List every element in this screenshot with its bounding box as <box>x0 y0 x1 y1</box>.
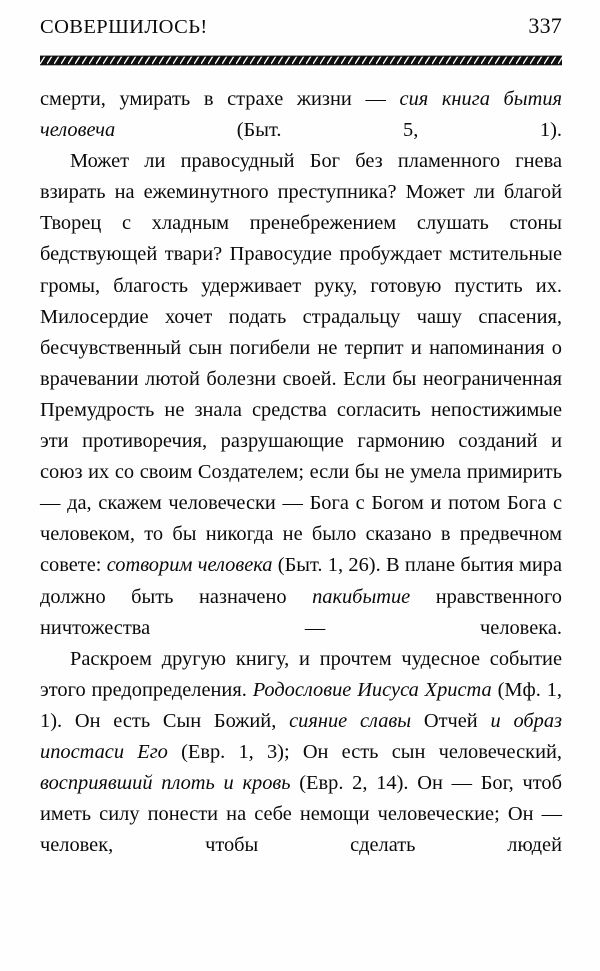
braided-rope-icon <box>40 55 562 66</box>
text-run: (Евр. 1, 3); Он есть сын человеческий, <box>167 740 562 763</box>
text-run: (Быт. 1, 26). В плане бытия мира должно быть назначено <box>40 554 563 608</box>
text-run: Может ли правосудный Бог без пламенного гнева взирать на ежеминутного преступника? Может ли благой Творец с хладным пренебрежением слушать стоны бедствующей твари? Правосудие пробуждает мстительные громы, благость удерживает руку, готовую пустить их. Милосердие хочет подать страдальцу чашу спасения, бесчувственный сын погибели не терпит и напоминания о врачевании лютой болезни своей. Если бы неограниченная Премудрость не знала средства согласить непостижимые эти противоречия, разрушающие гармонию созданий и союз их со своим Создателем; если бы не умела примирить — да, скажем человечески — Бога с Богом и потом Бога с человеком, то бы никогда не было сказано в предвечном совете: <box>40 150 562 577</box>
text-run: (Евр. 2, 14). Он — Бог, чтоб иметь силу понести на себе немощи человеческие; Он — человек, чтобы сделать людей <box>40 772 562 857</box>
text-run-italic: пакибытие <box>312 585 411 608</box>
page-title: СОВЕРШИЛОСЬ! <box>40 16 208 38</box>
paragraph-1 <box>40 84 562 146</box>
text-run-italic: сияние славы <box>289 709 424 732</box>
text-run-italic: восприявший плоть и кровь <box>40 772 291 795</box>
text-run-italic: Родословие Иисуса Христа <box>252 678 492 701</box>
paragraph-2 <box>40 146 562 644</box>
text-run-italic: и образ ипостаси Его <box>40 709 563 763</box>
running-head <box>40 13 562 43</box>
page-number: 337 <box>528 13 562 38</box>
paragraph-3 <box>40 644 562 862</box>
text-run: смерти, умирать в страхе жизни — <box>40 88 400 110</box>
text-run: нравственного ничтожества — человека. <box>40 585 562 639</box>
text-run-italic: сия книга бытия человеча <box>40 88 562 142</box>
decorative-divider <box>40 55 562 66</box>
text-run: Раскроем другую книгу, и прочтем чудесное событие этого предопределения. <box>40 647 562 701</box>
text-run-roman-inline: Отчей <box>423 709 478 732</box>
text-run: (Быт. 5, 1). <box>115 119 562 142</box>
text-run: (Мф. 1, 1). Он есть Сын Божий, <box>40 678 562 732</box>
page-body <box>40 84 562 861</box>
text-run-italic: сотворим человека <box>106 554 273 577</box>
